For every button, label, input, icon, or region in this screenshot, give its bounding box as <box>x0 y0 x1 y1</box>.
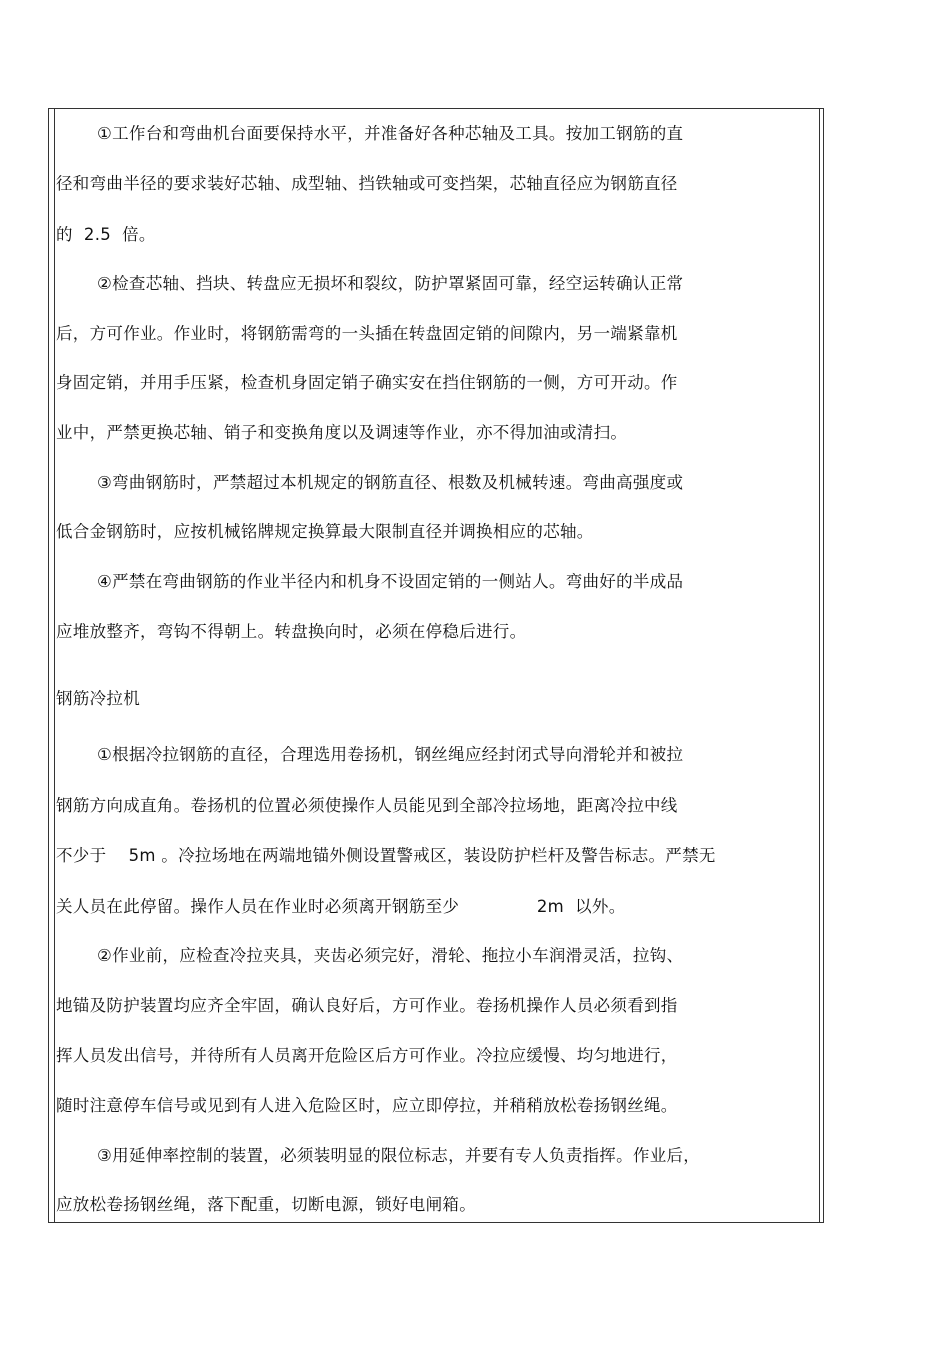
paragraph-line: ①工作台和弯曲机台面要保持水平，并准备好各种芯轴及工具。按加工钢筋的直 <box>97 124 684 143</box>
paragraph-line: ④严禁在弯曲钢筋的作业半径内和机身不设固定销的一侧站人。弯曲好的半成品 <box>97 572 684 591</box>
paragraph-line: 不少于 5m 。冷拉场地在两端地锚外侧设置警戒区，装设防护栏杆及警告标志。严禁无 <box>56 846 716 865</box>
paragraph-line: 低合金钢筋时，应按机械铭牌规定换算最大限制直径并调换相应的芯轴。 <box>56 522 594 541</box>
paragraph-line: 关人员在此停留。操作人员在作业时必须离开钢筋至少 2m 以外。 <box>56 897 626 916</box>
section-heading: 钢筋冷拉机 <box>56 689 140 708</box>
paragraph-line: 应堆放整齐，弯钩不得朝上。转盘换向时，必须在停稳后进行。 <box>56 622 527 641</box>
paragraph-line: ③用延伸率控制的装置，必须装明显的限位标志，并要有专人负责指挥。作业后， <box>97 1146 701 1165</box>
paragraph-line: ②检查芯轴、挡块、转盘应无损坏和裂纹，防护罩紧固可靠，经空运转确认正常 <box>97 274 684 293</box>
paragraph-line: 地锚及防护装置均应齐全牢固，确认良好后，方可作业。卷扬机操作人员必须看到指 <box>56 996 678 1015</box>
paragraph-line: 随时注意停车信号或见到有人进入危险区时，应立即停拉，并稍稍放松卷扬钢丝绳。 <box>56 1096 678 1115</box>
frame-inner-left-border <box>54 109 55 1222</box>
paragraph-line: ②作业前，应检查冷拉夹具，夹齿必须完好，滑轮、拖拉小车润滑灵活，拉钩、 <box>97 946 684 965</box>
paragraph-line: 后，方可作业。作业时，将钢筋需弯的一头插在转盘固定销的间隙内，另一端紧靠机 <box>56 324 678 343</box>
paragraph-line: ①根据冷拉钢筋的直径，合理选用卷扬机，钢丝绳应经封闭式导向滑轮并和被拉 <box>97 745 684 764</box>
paragraph-line: 的 2.5 倍。 <box>56 225 156 244</box>
paragraph-line: 挥人员发出信号，并待所有人员离开危险区后方可作业。冷拉应缓慢、均匀地进行， <box>56 1046 678 1065</box>
frame-inner-right-border <box>819 109 820 1222</box>
paragraph-line: 钢筋方向成直角。卷扬机的位置必须使操作人员能见到全部冷拉场地，距离冷拉中线 <box>56 796 678 815</box>
paragraph-line: ③弯曲钢筋时，严禁超过本机规定的钢筋直径、根数及机械转速。弯曲高强度或 <box>97 473 684 492</box>
paragraph-line: 业中，严禁更换芯轴、销子和变换角度以及调速等作业，亦不得加油或清扫。 <box>56 423 628 442</box>
paragraph-line: 应放松卷扬钢丝绳，落下配重，切断电源，锁好电闸箱。 <box>56 1195 476 1214</box>
paragraph-line: 身固定销，并用手压紧，检查机身固定销子确实安在挡住钢筋的一侧，方可开动。作 <box>56 373 678 392</box>
paragraph-line: 径和弯曲半径的要求装好芯轴、成型轴、挡铁轴或可变挡架，芯轴直径应为钢筋直径 <box>56 174 678 193</box>
